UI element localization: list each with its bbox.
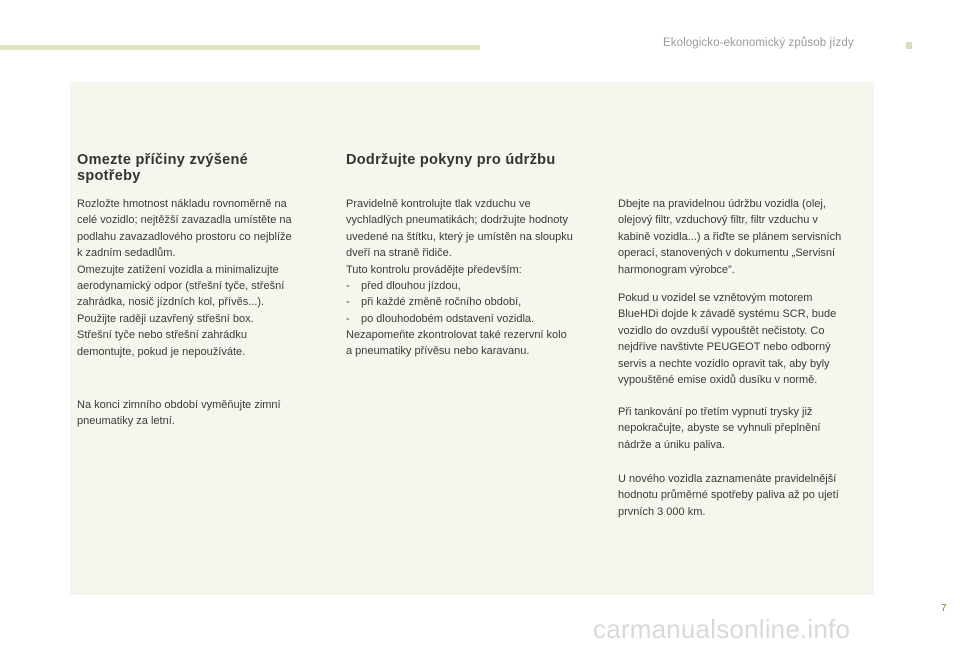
paragraph-tyre-pressure: Pravidelně kontrolujte tlak vzduchu ve vychladlých pneumatikách; dodržujte hodnoty uvedené na štítku, který je umístěn na sloupku dveří na straně řidiče. Tuto kontrolu provádějte především: <box>346 198 573 276</box>
list-item-text: při každé změně ročního období, <box>361 296 522 309</box>
list-item <box>346 294 606 310</box>
page-number: 7 <box>941 603 947 614</box>
list-item-text: po dlouhodobém odstavení vozidla. <box>361 312 535 325</box>
list-dash: - <box>346 312 350 325</box>
paragraph-load-distribution: Rozložte hmotnost nákladu rovnoměrně na celé vozidlo; nejtěžší zavazadla umístěte na podlahu zavazadlového prostoru co nejblíže k zadním sedadlům. Omezujte zatížení vozidla a minimalizujte aerodynamický odpor (střešní tyče, střešní zahrádka, nosič jízdních kol, přívěs...). Použijte raději uzavřený střešní box. Střešní tyče nebo střešní zahrádku demontujte, pokud je nepoužíváte. <box>77 198 292 358</box>
list-item-text: před dlouhou jízdou, <box>361 280 461 292</box>
list-item <box>346 278 606 294</box>
paragraph-spare-wheel: Nezapomeňte zkontrolovat také rezervní kolo a pneumatiky přívěsu nebo karavanu. <box>346 329 567 358</box>
paragraph-scr-fault: Pokud u vozidel se vznětovým motorem BlueHDi dojde k závadě systému SCR, bude vozidlo do ovzduší vypouštět nečistoty. Co nejdříve navštivte PEUGEOT nebo odborný servis a nechte vozidlo opravit tak, aby byly vypouštěné emise oxidů dusíku v normě. <box>618 292 837 387</box>
paragraph-regular-maintenance: Dbejte na pravidelnou údržbu vozidla (olej, olejový filtr, vzduchový filtr, filtr vzduchu v kabině vozidla...) a řiďte se plánem servisních operací, stanovených v dokumentu „Servisní harmonogram výrobce”. <box>618 198 842 276</box>
paragraph-new-vehicle: U nového vozidla zaznamenáte pravidelnější hodnotu průměrné spotřeby paliva až po ujetí prvních 3 000 km. <box>618 473 839 518</box>
paragraph-refuelling: Při tankování po třetím vypnutí trysky již nepokračujte, abyste se vyhnuli přeplnění nádrže a úniku paliva. <box>618 406 821 451</box>
heading-reduce-consumption: Omezte příčiny zvýšené spotřeby <box>77 152 249 184</box>
watermark-text: carmanualsonline.info <box>593 614 851 644</box>
list-item <box>346 311 606 327</box>
paragraph-winter-tyres: Na konci zimního období vyměňujte zimní pneumatiky za letní. <box>77 399 281 428</box>
list-dash: - <box>346 280 350 292</box>
header-square-marker <box>906 42 912 49</box>
list-dash: - <box>346 296 350 309</box>
tyre-check-list <box>346 278 606 327</box>
heading-maintenance: Dodržujte pokyny pro údržbu <box>346 152 556 168</box>
header-accent-bar <box>0 45 480 50</box>
section-title: Ekologicko-ekonomický způsob jízdy <box>663 37 854 49</box>
